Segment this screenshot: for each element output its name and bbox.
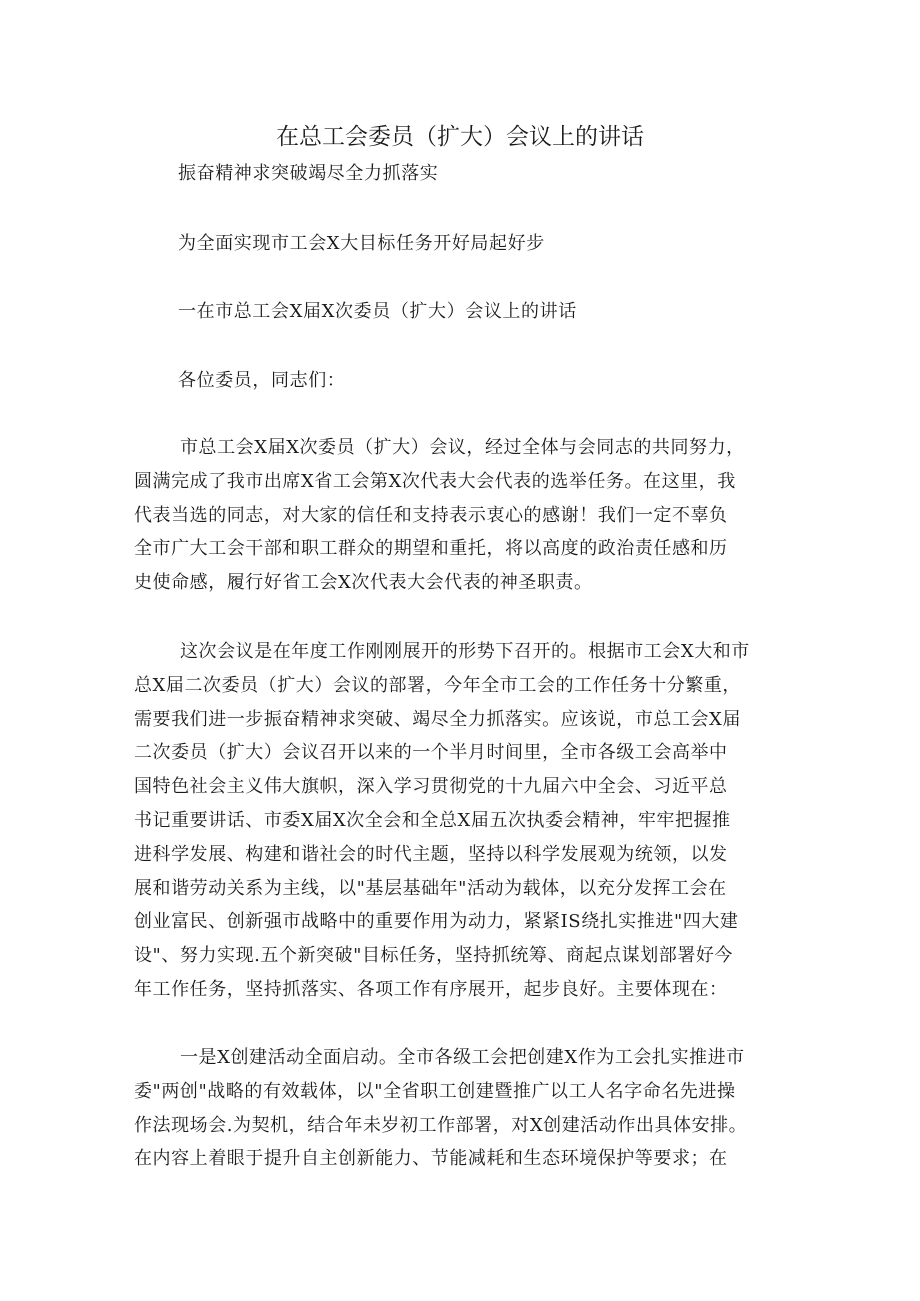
paragraph-line: 市总工会X届X次委员（扩大）会议，经过全体与会同志的共同努力， xyxy=(180,437,745,458)
paragraph-line: 一是X创建活动全面启动。全市各级工会把创建X作为工会扎实推进市 xyxy=(180,1047,745,1068)
paragraph-line: 二次委员（扩大）会议召开以来的一个半月时间里，全市各级工会高举中 xyxy=(134,742,728,764)
paragraph-line: 在内容上着眼于提升自主创新能力、节能减耗和生态环境保护等要求；在 xyxy=(134,1148,728,1170)
subtitle-line-3: 一在市总工会X届X次委员（扩大）会议上的讲话 xyxy=(178,301,577,322)
paragraph-2 xyxy=(134,635,790,1007)
salutation: 各位委员，同志们： xyxy=(178,370,346,391)
paragraph-line: 全市广大工会干部和职工群众的期望和重托，将以高度的政治责任感和历 xyxy=(134,538,728,560)
paragraph-line: 书记重要讲话、市委X届X次全会和全总X届五次执委会精神，牢牢把握推 xyxy=(134,809,731,831)
paragraph-line: 这次会议是在年度工作刚刚展开的形势下召开的。根据市工会X大和市 xyxy=(180,641,750,662)
document-title: 在总工会委员（扩大）会议上的讲话 xyxy=(276,124,644,150)
paragraph-line: 年工作任务，坚持抓落实、各项工作有序展开，起步良好。主要体现在： xyxy=(134,978,728,1000)
paragraph-1 xyxy=(134,431,790,600)
paragraph-line: 总X届二次委员（扩大）会议的部署，今年全市工会的工作任务十分繁重， xyxy=(134,674,741,696)
subtitle-line-1: 振奋精神求突破竭尽全力抓落实 xyxy=(178,163,439,184)
paragraph-line: 作法现场会.为契机，结合年未岁初工作部署，对X创建活动作出具体安排。 xyxy=(134,1114,748,1136)
paragraph-line: 设"、努力实现.五个新突破"目标任务，坚持抓统筹、商起点谋划部署好今 xyxy=(134,945,733,967)
paragraph-line: 进科学发展、构建和谐社会的时代主题，坚持以科学发展观为统领，以发 xyxy=(134,843,728,865)
paragraph-line: 国特色社会主义伟大旗帜，深入学习贯彻党的十九届六中全会、习近平总 xyxy=(134,776,728,798)
paragraph-line: 代表当选的同志，对大家的信任和支持表示衷心的感谢！我们一定不辜负 xyxy=(134,504,728,526)
paragraph-line: 展和谐劳动关系为主线，以"基层基础年"活动为载体，以充分发挥工会在 xyxy=(134,877,727,899)
paragraph-line: 圆满完成了我市出席X省工会第X次代表大会代表的选举任务。在这里，我 xyxy=(134,470,736,492)
paragraph-line: 创业富民、创新强市战略中的重要作用为动力，紧紧IS绕扎实推进"四大建 xyxy=(134,911,739,933)
paragraph-line: 委"两创"战略的有效载体，以"全省职工创建暨推广以工人名字命名先进操 xyxy=(134,1080,736,1102)
paragraph-line: 需要我们进一步振奋精神求突破、竭尽全力抓落实。应该说，市总工会X届 xyxy=(134,708,741,730)
paragraph-line: 史使命感，履行好省工会X次代表大会代表的神圣职责。 xyxy=(134,572,593,594)
subtitle-line-2: 为全面实现市工会X大目标任务开好局起好步 xyxy=(178,233,545,254)
paragraph-3 xyxy=(134,1041,790,1176)
